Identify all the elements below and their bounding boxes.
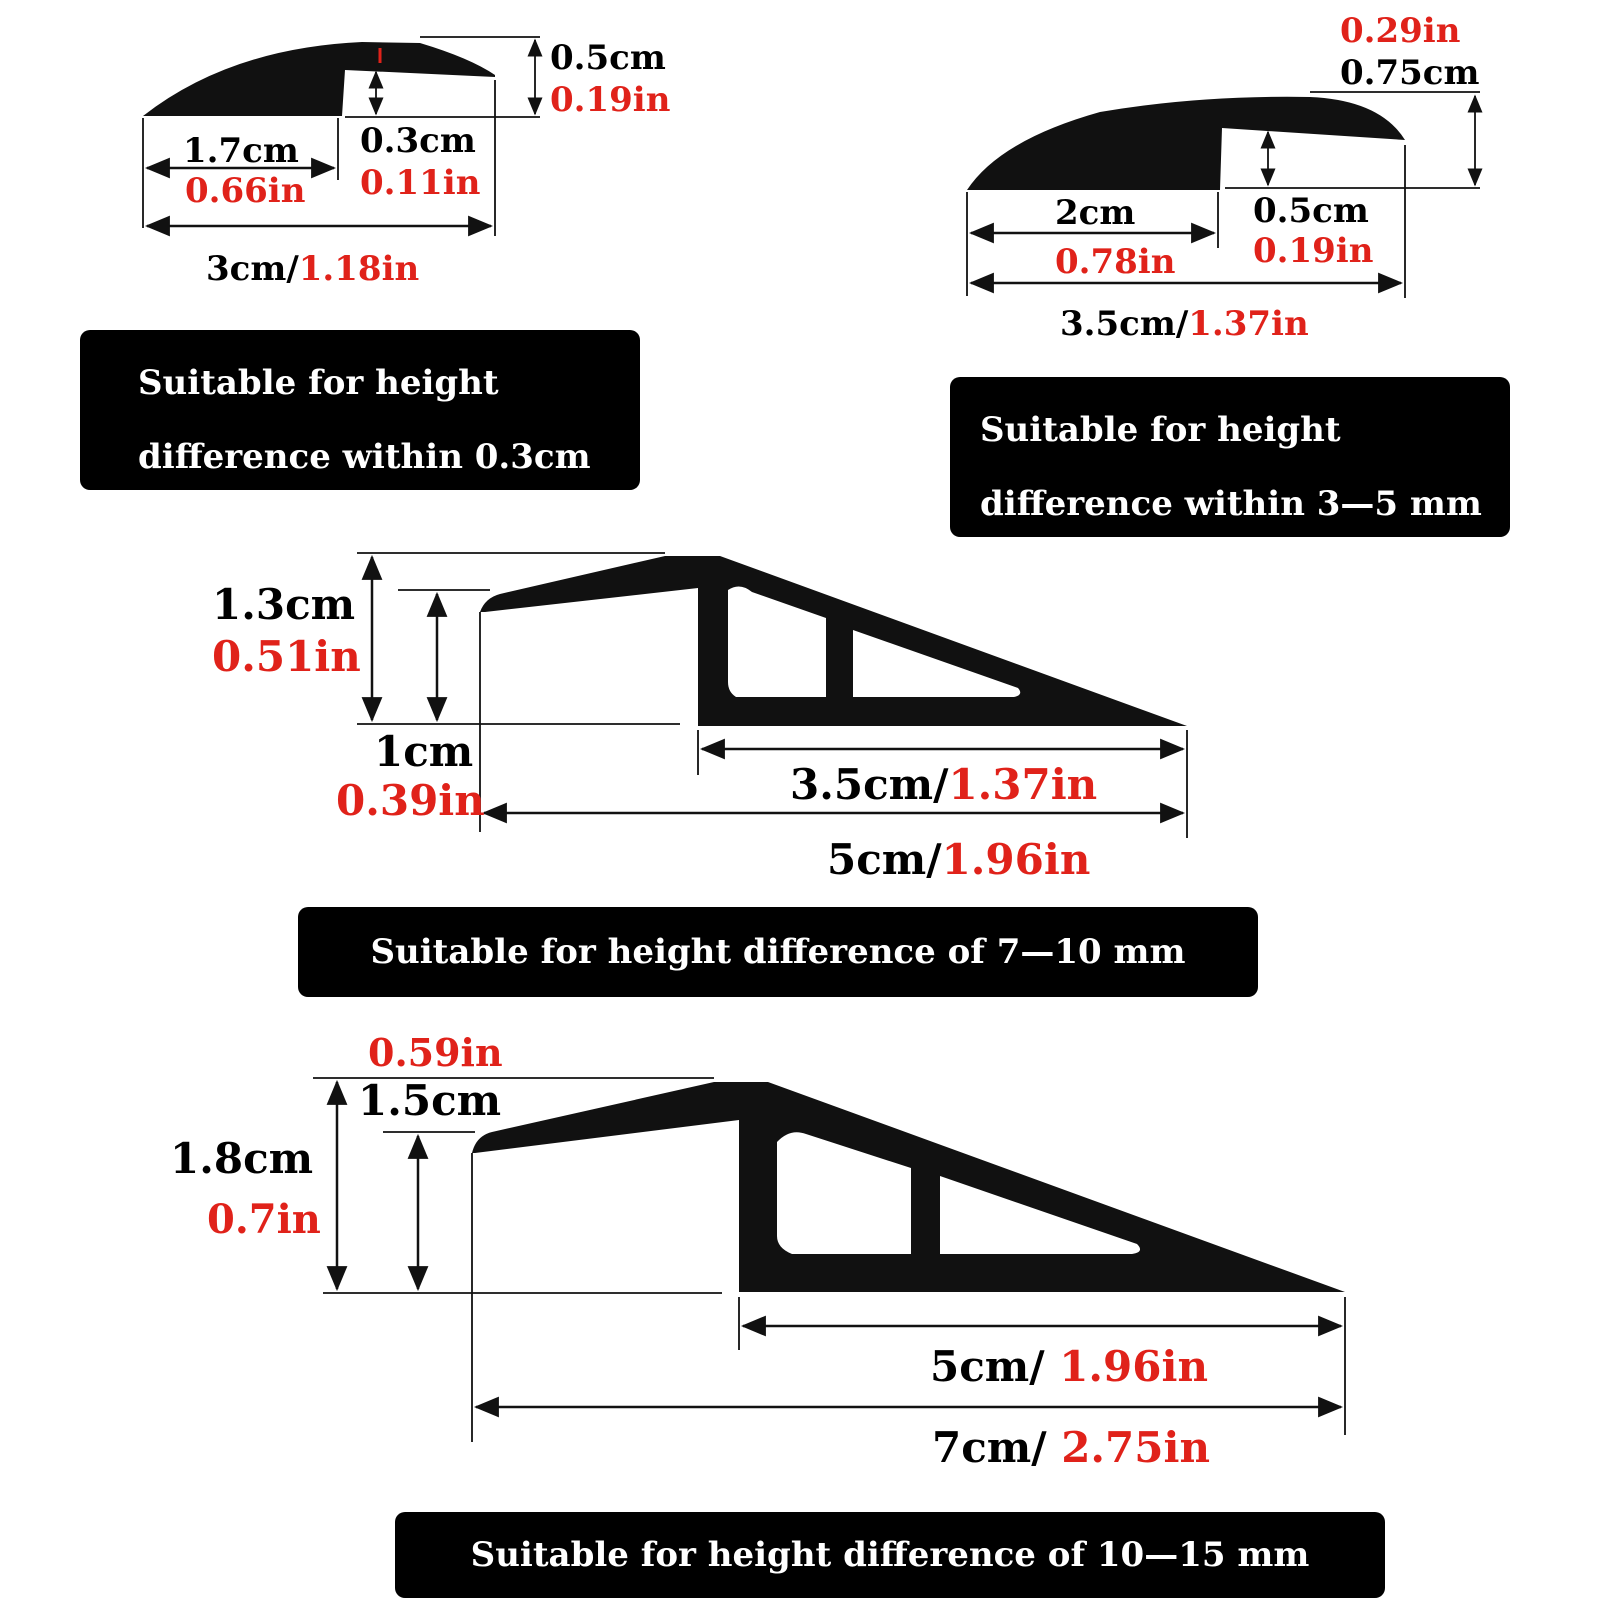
svg-text:0.19in: [550, 80, 670, 120]
profile-c-ramp-in: 1.37in: [948, 760, 1098, 809]
svg-text:3cm/1.18in: [206, 249, 419, 289]
profile-b-shape: [967, 97, 1405, 190]
svg-text:0.19in: [1253, 231, 1373, 271]
profile-a-lip-in: 0.66in: [185, 171, 306, 211]
profile-d-height-cm: 1.8cm: [170, 1134, 314, 1183]
profile-d-total-cm: 7cm/: [932, 1423, 1062, 1472]
svg-text:0.3cm: [360, 121, 476, 161]
banner-profile-b-line2: difference within 3—5 mm: [980, 484, 1482, 524]
svg-text:5cm/ 1.96in: [930, 1342, 1208, 1391]
profile-d-height-in: 0.7in: [207, 1196, 321, 1243]
profile-d-total-in: 2.75in: [1061, 1423, 1210, 1472]
profile-d-step-in: 0.59in: [368, 1030, 503, 1075]
profile-b-height-in: 0.29in: [1340, 11, 1461, 51]
svg-text:3.5cm/1.37in: [1060, 304, 1309, 344]
svg-text:1.3cm: [212, 580, 355, 629]
svg-text:2cm: [1055, 193, 1135, 233]
banner-profile-a-line2: difference within 0.3cm: [138, 437, 591, 477]
svg-text:1cm: [374, 727, 473, 776]
profile-c-height-in: 0.51in: [212, 632, 361, 681]
profile-b-lip-cm: 2cm: [1055, 193, 1136, 233]
banner-profile-c-text: Suitable for height difference of 7—10 mm: [370, 932, 1186, 972]
profile-a-step-cm: 0.3cm: [360, 121, 476, 161]
svg-text:3.5cm/1.37in: [790, 760, 1097, 809]
banner-profile-d: [395, 1512, 1385, 1598]
profile-c-shape: [480, 556, 1187, 726]
svg-text:0.39in: [336, 776, 485, 825]
profile-d-step-cm: 1.5cm: [358, 1076, 502, 1125]
profile-c-total-cm: 5cm/: [827, 835, 942, 884]
svg-text:0.5cm: [1253, 191, 1369, 231]
profile-a-lip-cm: 1.7cm: [183, 131, 299, 171]
banner-profile-c: [298, 907, 1258, 997]
svg-text:1.7cm: [183, 131, 299, 171]
profile-b-total-in: 1.37in: [1188, 304, 1309, 344]
svg-text:0.51in: [212, 632, 361, 681]
profile-c-height-cm: 1.3cm: [212, 580, 356, 629]
svg-text:1.5cm: [358, 1076, 501, 1125]
svg-text:0.75cm: [1340, 53, 1480, 93]
profile-a-height-cm: 0.5cm: [550, 38, 666, 78]
profile-d-ramp-cm: 5cm/: [930, 1342, 1060, 1391]
svg-text:0.66in: [185, 171, 305, 211]
profile-b: [967, 11, 1480, 344]
profile-b-height-cm: 0.75cm: [1340, 53, 1480, 93]
banner-profile-b: [950, 377, 1510, 537]
svg-text:0.11in: [360, 163, 480, 203]
profile-c: [212, 553, 1187, 884]
svg-text:0.29in: [1340, 11, 1460, 51]
svg-text:0.59in: [368, 1030, 503, 1075]
svg-text:1.8cm: [170, 1134, 313, 1183]
profile-a-total-in: 1.18in: [298, 249, 420, 289]
banner-profile-d-text: Suitable for height difference of 10—15 mm: [470, 1535, 1310, 1575]
profile-a: [143, 37, 670, 289]
profile-c-total-in: 1.96in: [941, 835, 1091, 884]
profile-b-step-in: 0.19in: [1253, 231, 1374, 271]
profile-c-ramp-cm: 3.5cm/: [790, 760, 949, 809]
profile-a-height-in: 0.19in: [550, 80, 671, 120]
svg-text:0.78in: [1055, 242, 1175, 282]
profile-d: [170, 1030, 1345, 1472]
profile-c-step-in: 0.39in: [336, 776, 485, 825]
profile-b-total-cm: 3.5cm/: [1060, 304, 1189, 344]
profile-a-step-in: 0.11in: [360, 163, 481, 203]
svg-text:0.7in: [207, 1196, 321, 1243]
svg-text:5cm/1.96in: [827, 835, 1090, 884]
profile-d-shape: [472, 1082, 1345, 1292]
profile-d-ramp-in: 1.96in: [1059, 1342, 1208, 1391]
banner-profile-b-line1: Suitable for height: [980, 410, 1341, 450]
svg-text:0.5cm: [550, 38, 666, 78]
profile-c-step-cm: 1cm: [374, 727, 474, 776]
profile-a-total-cm: 3cm/: [206, 249, 299, 289]
banner-profile-a: [80, 330, 640, 490]
svg-text:7cm/ 2.75in: [932, 1423, 1210, 1472]
profile-b-lip-in: 0.78in: [1055, 242, 1176, 282]
profile-a-shape: [143, 42, 495, 116]
banner-profile-a-line1: Suitable for height: [138, 363, 499, 403]
profile-b-step-cm: 0.5cm: [1253, 191, 1369, 231]
